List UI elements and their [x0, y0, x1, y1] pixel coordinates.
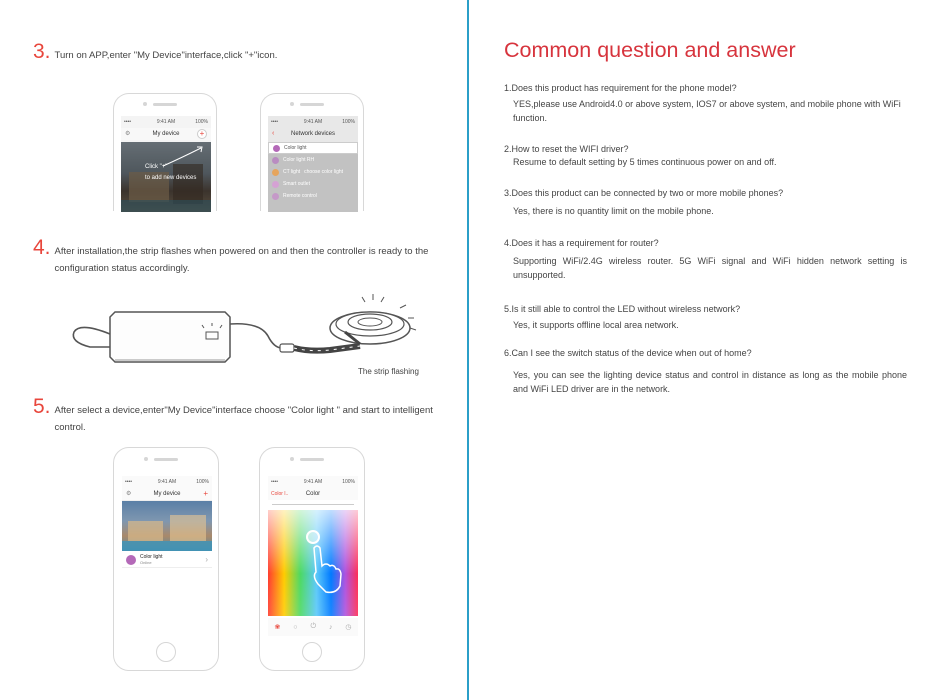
- qa-answer-1: YES,please use Android4.0 or above system, IOS7 or above system, and mobile phone with WiFi function.: [513, 99, 901, 123]
- phone-network-devices: [260, 93, 364, 211]
- speaker-icon: [300, 458, 324, 461]
- color-selector-icon[interactable]: [306, 530, 320, 544]
- phone-screen: [268, 476, 358, 636]
- settings-icon[interactable]: ⚙: [126, 491, 132, 497]
- screen-title: My device: [153, 491, 181, 497]
- qa-answer-5: Yes, it supports offline local area network.: [513, 320, 679, 330]
- home-button[interactable]: [156, 642, 176, 662]
- screen-header: [121, 128, 211, 140]
- step-5: [33, 395, 445, 436]
- device-icon: [272, 181, 279, 188]
- device-icon: [273, 145, 280, 152]
- qa-question-1: 1.Does this product has requirement for the phone model?: [504, 83, 737, 93]
- power-icon[interactable]: ⏻: [310, 623, 316, 630]
- home-button[interactable]: [302, 642, 322, 662]
- hand-pointer-icon: [308, 544, 348, 594]
- color-tab-icon[interactable]: ❀: [274, 624, 281, 631]
- screen-title: Network devices: [290, 131, 335, 137]
- qa-question-2: 2.How to reset the WIFI driver?: [504, 144, 629, 154]
- screen-title: My device: [152, 131, 180, 137]
- timer-tab-icon[interactable]: ◷: [345, 624, 352, 631]
- camera-icon: [290, 457, 294, 461]
- hint-click: Click "+": [145, 164, 168, 170]
- device-list-dim: [268, 154, 358, 212]
- device-icon: [272, 157, 279, 164]
- qa-question-3: 3.Does this product can be connected by two or more mobile phones?: [504, 188, 784, 198]
- screen-header: [122, 488, 212, 501]
- hint-add: to add new devices: [145, 175, 197, 181]
- phone-my-device-list: [113, 447, 219, 671]
- phone-screen: [122, 476, 212, 636]
- chevron-right-icon: ›: [205, 555, 208, 564]
- qa-answer-6: Yes, you can see the lighting device status and control in distance as long as the mobile phone and WiFi LED driver are in the network.: [513, 370, 907, 394]
- screen-title: Color: [305, 491, 321, 497]
- color-light-icon: [126, 555, 136, 565]
- add-device-icon[interactable]: +: [197, 129, 207, 139]
- qa-question-5: 5.Is it still able to control the LED without wireless network?: [504, 304, 741, 314]
- device-name: Color light: [140, 554, 163, 560]
- qa-title: Common question and answer: [504, 38, 796, 62]
- status-bar: •••• 9:41 AM 100%: [124, 119, 208, 125]
- step-text: After installation,the strip flashes when powered on and then the controller is ready to the configuration status accordingly.: [54, 246, 429, 274]
- scene-tab-icon[interactable]: ○: [293, 623, 298, 631]
- qa-question-6: 6.Can I see the switch status of the device when out of home?: [504, 348, 752, 358]
- phone-color-control: [259, 447, 365, 671]
- qa-answer-4: Supporting WiFi/2.4G wireless router. 5G WiFi signal and WiFi hidden network setting is unsupported.: [513, 256, 907, 280]
- step-number: 3.: [33, 40, 51, 63]
- arrow-icon: [161, 144, 207, 168]
- screen-header: [268, 488, 358, 500]
- step-3: [33, 40, 277, 64]
- tab-bar: [268, 618, 358, 636]
- status-bar: •••• 9:41 AM 100%: [122, 476, 212, 488]
- device-icon: [272, 193, 279, 200]
- device-status: Online: [140, 560, 152, 565]
- device-icon: [272, 169, 279, 176]
- status-bar: •••• 9:41 AM 100%: [268, 476, 358, 488]
- step-text: Turn on APP,enter "My Device"interface,click "+"icon.: [54, 50, 278, 61]
- speaker-icon: [300, 103, 324, 106]
- back-icon[interactable]: ‹: [272, 130, 275, 137]
- phone-screen: [268, 116, 358, 212]
- settings-icon[interactable]: ⚙: [125, 131, 131, 137]
- device-row[interactable]: [122, 552, 212, 568]
- device-item[interactable]: CT light choose color light: [268, 166, 358, 178]
- step-text: After select a device,enter"My Device"interface choose "Color light " and start to intelligent control.: [54, 405, 433, 433]
- music-tab-icon[interactable]: ♪: [328, 623, 333, 631]
- device-item[interactable]: Smart outlet: [268, 178, 358, 190]
- camera-icon: [144, 457, 148, 461]
- qa-answer-3: Yes, there is no quantity limit on the mobile phone.: [513, 206, 714, 216]
- qa-question-4: 4.Does it has a requirement for router?: [504, 238, 659, 248]
- phone-my-device: [113, 93, 217, 211]
- strip-caption: The strip flashing: [358, 367, 419, 376]
- add-device-icon[interactable]: +: [203, 489, 208, 498]
- phone-screen: [121, 116, 211, 212]
- speaker-icon: [154, 458, 178, 461]
- screen-header: [268, 128, 358, 140]
- brightness-slider[interactable]: [272, 501, 354, 507]
- house-photo: [122, 501, 212, 551]
- device-item[interactable]: Remote control: [268, 190, 358, 202]
- step-4: [33, 236, 445, 277]
- qa-answer-2: Resume to default setting by 5 times continuous power on and off.: [513, 157, 777, 167]
- step-number: 4.: [33, 236, 51, 259]
- step-number: 5.: [33, 395, 51, 418]
- camera-icon: [290, 102, 294, 106]
- camera-icon: [143, 102, 147, 106]
- back-button[interactable]: Color l..: [271, 491, 289, 497]
- column-divider: [467, 0, 469, 700]
- status-bar: •••• 9:41 AM 100%: [271, 119, 355, 125]
- device-item[interactable]: Color light RH: [268, 154, 358, 166]
- speaker-icon: [153, 103, 177, 106]
- device-item-selected[interactable]: Color light: [268, 142, 358, 154]
- color-picker[interactable]: [268, 510, 358, 616]
